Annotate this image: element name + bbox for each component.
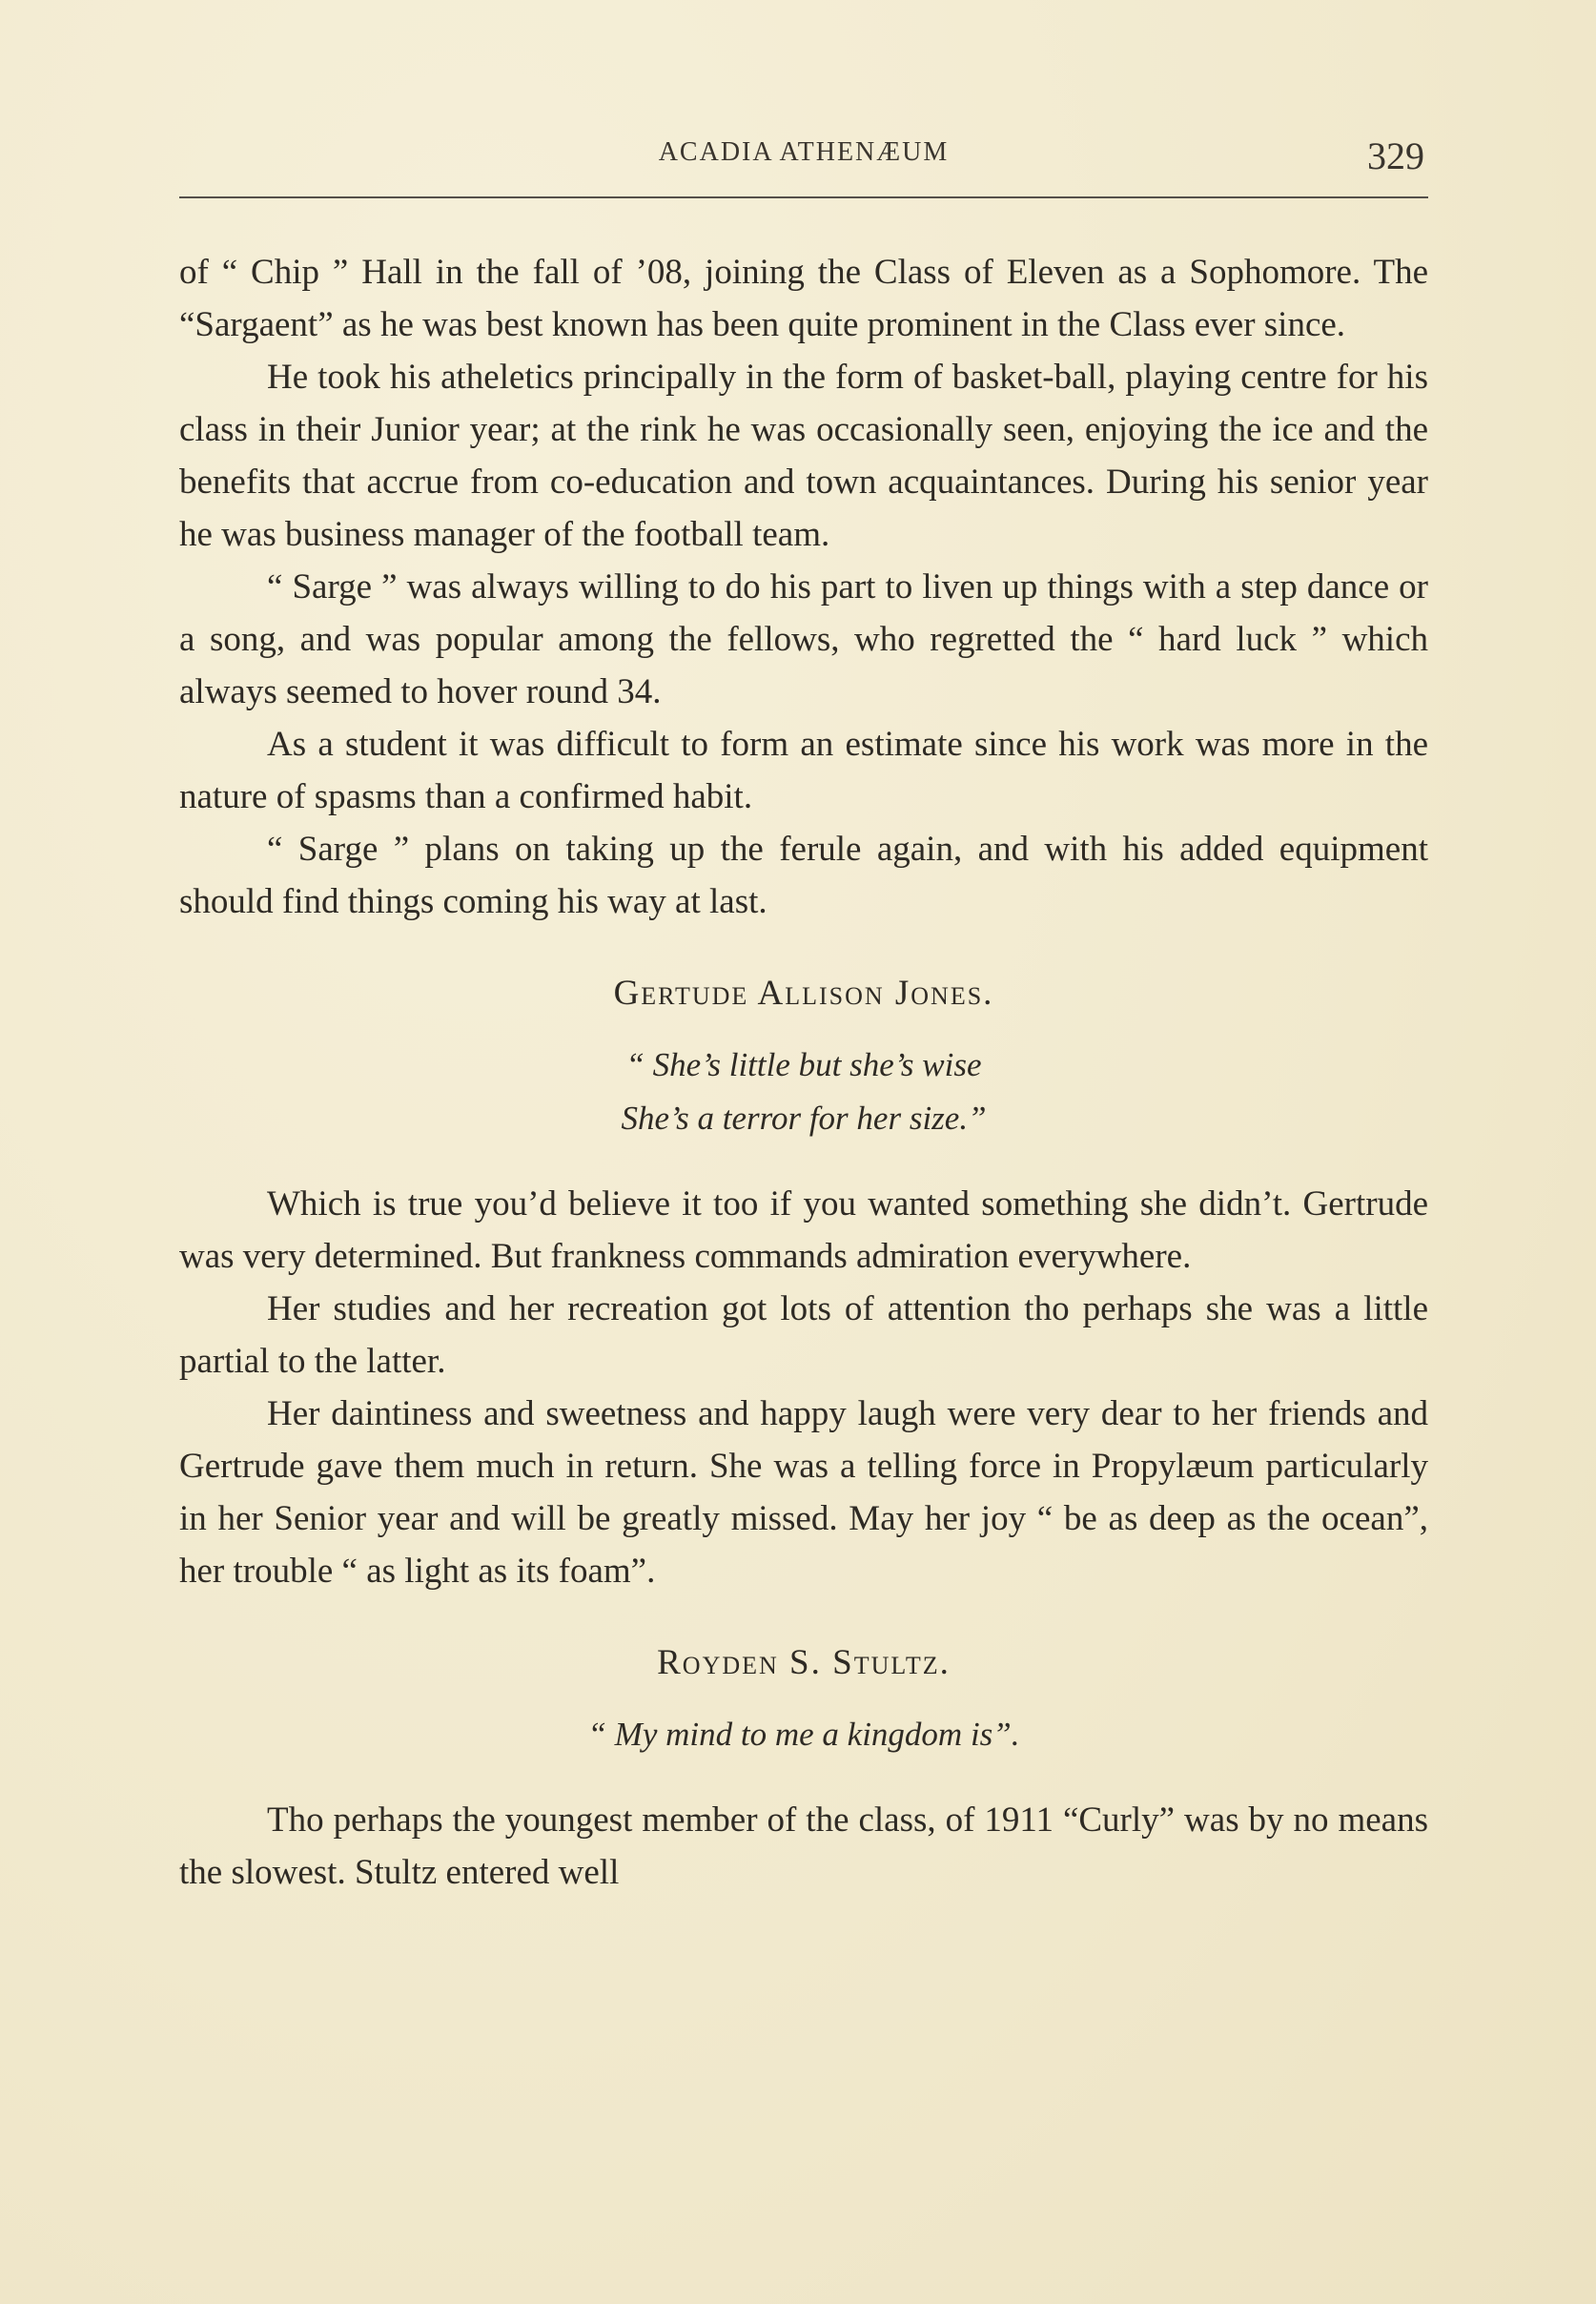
paragraph: “ Sarge ” was always willing to do his part to liven up things with a step dance or a song, and was popular among the fellows, who regretted the “ hard luck ” which always seemed to hover round 34. <box>179 567 1428 711</box>
epigraph-line: “ She’s little but she’s wise <box>625 1046 982 1083</box>
section-heading-gertude-jones: Gertude Allison Jones. <box>613 974 994 1013</box>
paragraph: “ Sarge ” plans on taking up the ferule again, and with his added equipment should find things coming his way at last. <box>179 830 1428 921</box>
paragraph: Her daintiness and sweetness and happy laugh were very dear to her friends and Gertrude gave them much in return. She was a telling force in Propylæum particularly in her Senior year and will be greatly missed. May her joy “ be as deep as the ocean”, her trouble “ as light as its foam”. <box>179 1394 1428 1591</box>
epigraph-line: “ My mind to me a kingdom is”. <box>587 1716 1020 1753</box>
paragraph: Her studies and her recreation got lots of attention tho perhaps she was a little partial to the latter. <box>179 1289 1428 1381</box>
section-heading-royden-stultz: Royden S. Stultz. <box>657 1643 951 1682</box>
paragraph: Tho perhaps the youngest member of the class, of 1911 “Curly” was by no means the slowest. Stultz entered well <box>179 1800 1428 1892</box>
paragraph: Which is true you’d believe it too if you wanted something she didn’t. Gertrude was very determined. But frankness commands admiration everywhere. <box>179 1184 1428 1276</box>
page <box>179 134 1428 1899</box>
running-title: ACADIA ATHENÆUM <box>658 137 950 167</box>
paragraph: As a student it was difficult to form an estimate since his work was more in the nature of spasms than a confirmed habit. <box>179 725 1428 816</box>
running-head <box>179 134 1428 198</box>
paragraph: He took his atheletics principally in the form of basket-ball, playing centre for his class in their Junior year; at the rink he was occasionally seen, enjoying the ice and the benefits that accrue from co-education and town acquaintances. During his senior year he was business manager of the football team. <box>179 358 1428 554</box>
epigraph <box>179 1708 1428 1761</box>
body-text <box>179 246 1428 1899</box>
epigraph <box>179 1039 1428 1145</box>
epigraph-line: She’s a terror for her size.” <box>621 1100 987 1137</box>
paragraph: of “ Chip ” Hall in the fall of ’08, joining the Class of Eleven as a Sophomore. The “Sargaent” as he was best known has been quite prominent in the Class ever since. <box>179 253 1428 344</box>
page-number: 329 <box>1367 134 1424 177</box>
